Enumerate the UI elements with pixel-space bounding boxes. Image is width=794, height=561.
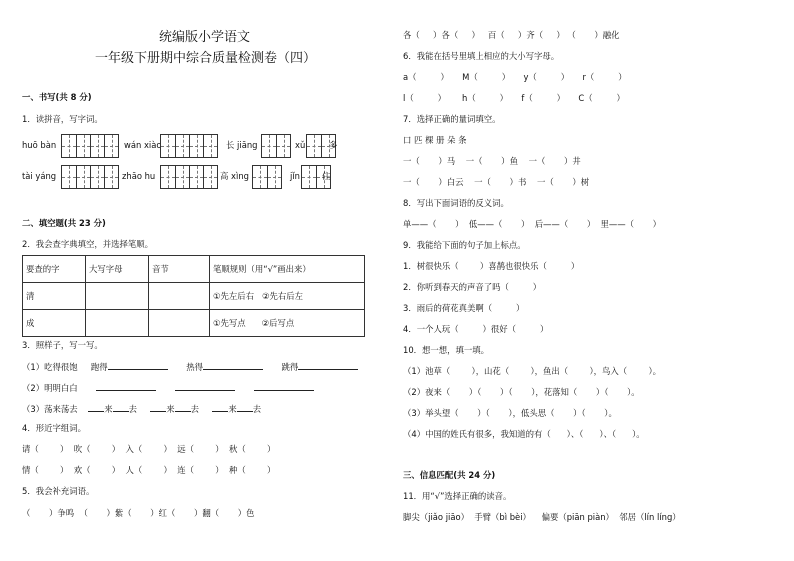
continued-line: 各（ ）各（ ） 百（ ）齐（ ） （ ）融化 xyxy=(403,30,620,40)
question-7: 7．选择正确的量词填空。 xyxy=(403,114,501,124)
q4-char: 欢 xyxy=(73,465,83,475)
q4-char: 入 xyxy=(125,444,134,454)
q9-sentence-4: 4．一个人玩（ ）很好（ ） xyxy=(403,324,549,334)
answer-cell[interactable] xyxy=(149,283,210,310)
stroke-order-options[interactable] xyxy=(210,283,365,310)
q9-text: 2．你听到春天的声音了吗 xyxy=(403,282,501,292)
writing-grid[interactable] xyxy=(252,165,282,189)
q7-text: 一 xyxy=(528,156,537,166)
q4-char: 吹 xyxy=(73,444,83,454)
q10-text: 。 xyxy=(636,429,645,439)
letter: a xyxy=(403,72,409,82)
q10-text: 、 xyxy=(570,429,580,439)
pronunciation-choice[interactable]: 手臂（bì bèi） xyxy=(474,512,531,522)
q6-row-2: l（ ） h（ ） f（ ） C（ ） xyxy=(403,93,625,103)
q4-row-1: 请（ ） 吹（ ） 入（ ） 远（ ） 秋（ ） xyxy=(22,444,276,454)
q9-text: 3．雨后的荷花真美啊 xyxy=(403,303,484,313)
q9-text: 喜鹊也很快乐 xyxy=(488,261,539,271)
q4-char: 秋 xyxy=(229,444,238,454)
q10-text: （4）中国的姓氏有很多，我知道的有 xyxy=(403,429,543,439)
pinyin-taiyang: tài yáng xyxy=(22,171,57,181)
table-header: 大写字母 xyxy=(86,256,149,283)
pinyin-xu: xǔ xyxy=(295,140,306,150)
q10-text: ，低头思 xyxy=(512,408,547,418)
writing-grid[interactable] xyxy=(261,134,291,158)
word-part: 齐 xyxy=(526,30,535,40)
question-11: 11．用“√”选择正确的读音。 xyxy=(403,491,512,501)
answer-blank[interactable] xyxy=(175,402,191,412)
q10-text: ，鱼出 xyxy=(534,366,560,376)
question-10: 10．想一想，填一填。 xyxy=(403,345,490,355)
pinyin-huoban: huō bàn xyxy=(22,140,57,150)
word-part: 百 xyxy=(487,30,497,40)
q10-line-3: （3）举头望（ ）（ ），低头思（ ）（ ）。 xyxy=(403,408,617,418)
writing-grid[interactable] xyxy=(160,134,218,158)
table-header: 音节 xyxy=(149,256,210,283)
writing-grid[interactable] xyxy=(61,134,119,158)
word-part: 各 xyxy=(441,30,450,40)
q10-text: （2）夜来 xyxy=(403,387,442,397)
q3-word: 热得 xyxy=(186,362,204,372)
q9-text: 4．一个人玩 xyxy=(403,324,451,334)
char-zhu: 住 xyxy=(322,171,331,181)
pinyin-wanxiao: wán xiào xyxy=(124,140,162,150)
table-header: 笔顺规则（用“√”画出来） xyxy=(210,256,365,283)
answer-blank[interactable] xyxy=(203,360,263,370)
q3-line-1 xyxy=(22,360,358,373)
letter: f xyxy=(521,93,525,103)
dictionary-table xyxy=(22,255,365,337)
question-1: 1．读拼音，写字词。 xyxy=(22,114,103,124)
table-row xyxy=(23,310,365,337)
table-header: 要查的字 xyxy=(23,256,86,283)
q8-row: 单——（ ） 低——（ ） 后——（ ） 里——（ ） xyxy=(403,219,662,229)
section-3-title: 三、信息匹配(共 24 分) xyxy=(403,470,496,480)
q10-text: 、 xyxy=(603,429,612,439)
pronunciation-choice[interactable]: 脚尖（jiǎo jiāo） xyxy=(403,512,469,522)
q7-text: 一 xyxy=(403,156,412,166)
option-2[interactable]: ②先右后左 xyxy=(262,291,304,301)
answer-cell[interactable] xyxy=(86,310,149,337)
q4-char: 种 xyxy=(229,465,238,475)
q10-line-2: （2）夜来（ ）（ ）（ ），花落知（ ）（ ）。 xyxy=(403,387,640,397)
answer-blank[interactable] xyxy=(298,360,358,370)
q4-char: 情 xyxy=(22,465,31,475)
letter: C xyxy=(578,93,585,103)
q7-row-2: 一（ ）白云 一（ ）书 一（ ）树 xyxy=(403,177,590,187)
q3-example: （3）荡来荡去 xyxy=(22,404,78,414)
q8-word: 低—— xyxy=(468,219,494,229)
q7-text: 井 xyxy=(572,156,581,166)
answer-blank[interactable] xyxy=(254,381,314,391)
q10-text: （1）池草 xyxy=(403,366,442,376)
section-1-title: 一、书写(共 8 分) xyxy=(22,92,92,102)
answer-blank[interactable] xyxy=(113,402,129,412)
answer-cell[interactable] xyxy=(86,283,149,310)
q10-text: ，花落知 xyxy=(535,387,569,397)
answer-cell[interactable] xyxy=(149,310,210,337)
q8-word: 后—— xyxy=(534,219,560,229)
pinyin-zhaohu: zhāo hu xyxy=(122,171,156,181)
q5-word: 色 xyxy=(246,508,255,518)
writing-grid[interactable] xyxy=(61,165,119,189)
stroke-order-options[interactable] xyxy=(210,310,365,337)
q10-text: （3）举头望 xyxy=(403,408,451,418)
q5-word: 紫 xyxy=(114,508,124,518)
option-1[interactable]: ①先左后右 xyxy=(213,291,255,301)
q10-line-1: （1）池草（ ），山花（ ），鱼出（ ），鸟入（ ）。 xyxy=(403,366,662,376)
q8-word: 单—— xyxy=(403,219,429,229)
q4-char: 请 xyxy=(22,444,31,454)
q3-word: 去 xyxy=(128,404,137,414)
q3-word: 跳得 xyxy=(281,362,299,372)
answer-blank[interactable] xyxy=(175,381,235,391)
q4-char: 远 xyxy=(177,444,186,454)
q3-word: 来 xyxy=(104,404,113,414)
q6-row-1: a（ ） M（ ） y（ ） r（ ） xyxy=(403,72,627,82)
q7-text: 书 xyxy=(517,177,527,187)
letter: h xyxy=(462,93,468,103)
q3-word: 去 xyxy=(252,404,262,414)
table-cell: 成 xyxy=(23,310,86,337)
table-row xyxy=(23,283,365,310)
letter: y xyxy=(523,72,529,82)
q9-text: 很好 xyxy=(490,324,508,334)
question-4: 4．形近字组词。 xyxy=(22,423,86,433)
letter: r xyxy=(582,72,586,82)
q8-word: 里—— xyxy=(600,219,626,229)
q5-word: 争鸣 xyxy=(57,508,75,518)
section-2-title: 二、填空题(共 23 分) xyxy=(22,218,106,228)
word-part: 融化 xyxy=(602,30,620,40)
q7-text: 马 xyxy=(446,156,456,166)
q10-text: ，鸟入 xyxy=(593,366,619,376)
q7-text: 一 xyxy=(474,177,483,187)
q7-options: 口 匹 棵 册 朵 条 xyxy=(403,135,467,145)
letter: l xyxy=(403,93,406,103)
q3-word: 跑得 xyxy=(90,362,108,372)
q4-char: 连 xyxy=(177,465,186,475)
question-6: 6．我能在括号里填上相应的大小写字母。 xyxy=(403,51,560,61)
q5-word: 翻 xyxy=(202,508,211,518)
char-duo: 多 xyxy=(329,140,338,150)
q7-text: 白云 xyxy=(446,177,464,187)
q3-line-3 xyxy=(22,402,261,415)
q9-sentence-1: 1．树很快乐（ ）喜鹊也很快乐（ ） xyxy=(403,261,580,271)
question-2: 2．我会查字典填空，并选择笔顺。 xyxy=(22,239,153,249)
answer-blank[interactable] xyxy=(212,402,228,412)
question-3: 3．照样子，写一写。 xyxy=(22,340,103,350)
table-cell: 清 xyxy=(23,283,86,310)
q4-row-2: 情（ ） 欢（ ） 人（ ） 连（ ） 种（ ） xyxy=(22,465,276,475)
q9-sentence-3: 3．雨后的荷花真美啊（ ） xyxy=(403,303,525,313)
doc-title-line1: 统编版小学语文 xyxy=(159,30,251,45)
q3-word: 去 xyxy=(190,404,200,414)
pinyin-changjiang: 长 jiāng xyxy=(226,140,258,150)
letter: M xyxy=(462,72,470,82)
q5-row: （ ）争鸣 （ ）紫（ ）红（ ）翻（ ）色 xyxy=(22,508,255,518)
question-5: 5．我会补充词语。 xyxy=(22,486,95,496)
q10-line-4: （4）中国的姓氏有很多，我知道的有（ ）、（ ）、（ ）。 xyxy=(403,429,645,439)
q3-example: （1）吃得很饱 xyxy=(22,362,78,372)
question-9: 9．我能给下面的句子加上标点。 xyxy=(403,240,526,250)
q9-text: 1．树很快乐 xyxy=(403,261,451,271)
question-8: 8．写出下面词语的反义词。 xyxy=(403,198,509,208)
q3-line-2 xyxy=(22,381,314,394)
pinyin-jin: jǐn xyxy=(290,171,300,181)
q7-text: 一 xyxy=(403,177,412,187)
answer-blank[interactable] xyxy=(237,402,253,412)
q4-char: 人 xyxy=(125,465,134,475)
q7-text: 树 xyxy=(580,177,590,187)
answer-blank[interactable] xyxy=(108,360,168,370)
q3-word: 来 xyxy=(228,404,237,414)
q10-text: 。 xyxy=(652,366,662,376)
answer-blank[interactable] xyxy=(96,381,156,391)
pronunciation-choice[interactable]: 偏要（piān piàn） xyxy=(541,512,614,522)
option-2[interactable]: ②后写点 xyxy=(261,318,295,328)
pinyin-gaoxing: 高 xìng xyxy=(220,171,249,181)
q3-word: 来 xyxy=(166,404,175,414)
option-1[interactable]: ①先写点 xyxy=(213,318,246,328)
q5-word: 红 xyxy=(158,508,167,518)
q11-row xyxy=(403,512,681,523)
pronunciation-choice[interactable]: 邻居（lín líng） xyxy=(619,512,681,522)
answer-blank[interactable] xyxy=(150,402,166,412)
q7-text: 一 xyxy=(536,177,546,187)
doc-title-line2: 一年级下册期中综合质量检测卷（四） xyxy=(95,51,317,66)
q3-example: （2）明明白白 xyxy=(22,383,78,393)
q7-text: 鱼 xyxy=(509,156,518,166)
writing-grid[interactable] xyxy=(160,165,218,189)
q10-text: ，山花 xyxy=(475,366,501,376)
q9-sentence-2: 2．你听到春天的声音了吗（ ） xyxy=(403,282,542,292)
q7-row-1: 一（ ）马 一（ ）鱼 一（ ）井 xyxy=(403,156,581,166)
answer-blank[interactable] xyxy=(88,402,104,412)
q7-text: 一 xyxy=(465,156,475,166)
word-part: 各 xyxy=(403,30,412,40)
